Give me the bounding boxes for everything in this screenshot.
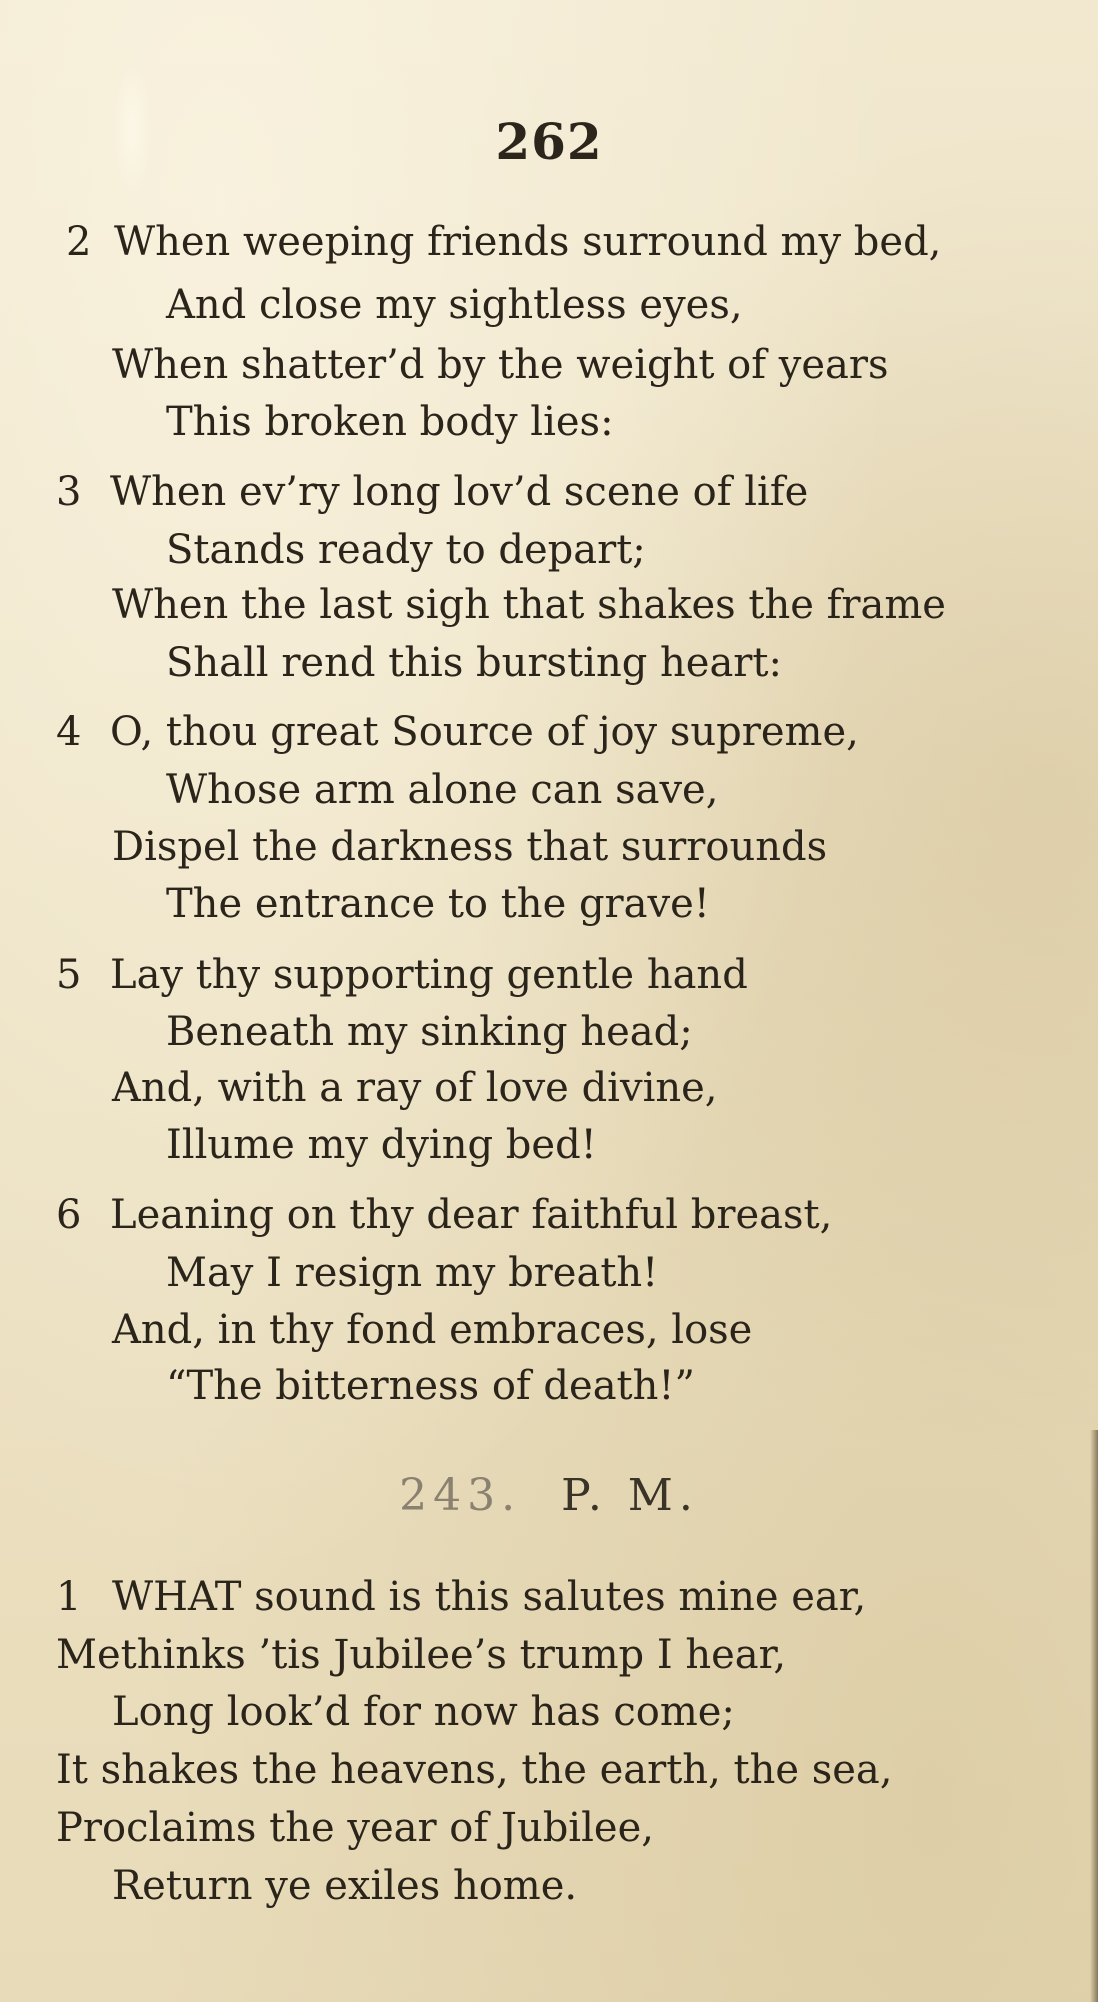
verse-line <box>56 469 809 515</box>
hymn-meter: P. M. <box>561 1470 699 1521</box>
verse-line <box>56 709 859 755</box>
verse-number: 5 <box>56 952 82 998</box>
verse-line: Long look’d for now has come; <box>112 1689 735 1735</box>
verse-line: This broken body lies: <box>166 399 614 445</box>
verse-line-text: When ev’ry long lov’d scene of life <box>110 469 809 515</box>
verse-line: Methinks ’tis Jubilee’s trump I hear, <box>56 1632 787 1678</box>
verse-number: 1 <box>56 1574 82 1620</box>
verse-line: Beneath my sinking head; <box>166 1009 693 1055</box>
verse-number: 3 <box>56 469 82 515</box>
verse-line: Proclaims the year of Jubilee, <box>56 1805 654 1851</box>
verse-line: Return ye exiles home. <box>112 1863 578 1909</box>
hymn-heading <box>0 1470 1098 1521</box>
verse-line <box>56 1574 867 1620</box>
verse-line: Illume my dying bed! <box>166 1122 597 1168</box>
verse-line <box>66 219 942 265</box>
verse-line: Dispel the darkness that surrounds <box>112 824 828 870</box>
verse-line: Whose arm alone can save, <box>166 767 719 813</box>
verse-line: And, in thy fond embraces, lose <box>112 1307 753 1353</box>
verse-line: May I resign my breath! <box>166 1250 659 1296</box>
verse-line: Stands ready to depart; <box>166 527 646 573</box>
page-edge-shadow <box>1090 1430 1098 2002</box>
verse-line: The entrance to the grave! <box>166 881 710 927</box>
verse-line: Shall rend this bursting heart: <box>166 640 782 686</box>
verse-line-text: Leaning on thy dear faithful breast, <box>110 1192 833 1238</box>
verse-line: When shatter’d by the weight of years <box>112 342 889 388</box>
page-number: 262 <box>495 112 603 171</box>
verse-number: 2 <box>66 219 92 265</box>
verse-line: When the last sigh that shakes the frame <box>112 582 946 628</box>
verse-line: It shakes the heavens, the earth, the sea, <box>56 1747 893 1793</box>
verse-line-text: O, thou great Source of joy supreme, <box>110 709 859 755</box>
verse-number: 6 <box>56 1192 82 1238</box>
verse-line-text: Lay thy supporting gentle hand <box>110 952 748 998</box>
verse-line <box>56 952 748 998</box>
verse-line: And close my sightless eyes, <box>166 282 743 328</box>
verse-line: “The bitterness of death!” <box>166 1363 695 1409</box>
verse-number: 4 <box>56 709 82 755</box>
verse-line <box>56 1192 833 1238</box>
verse-line: And, with a ray of love divine, <box>112 1065 718 1111</box>
hymn-number: 243. <box>399 1470 522 1521</box>
verse-line-text: When weeping friends surround my bed, <box>114 219 942 265</box>
verse-line-text: WHAT sound is this salutes mine ear, <box>112 1574 867 1620</box>
